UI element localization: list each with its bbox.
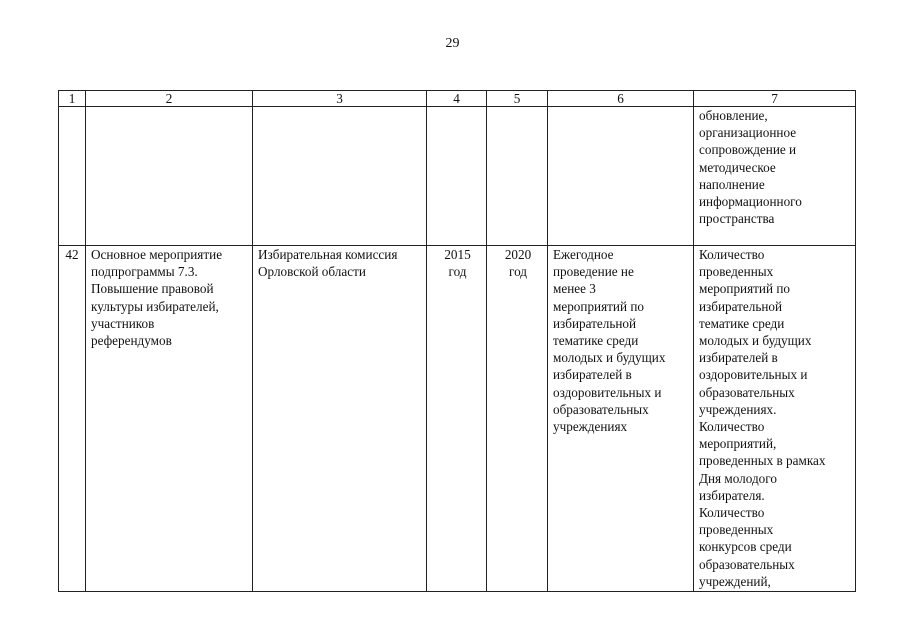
cell-start-year: [427, 246, 487, 592]
text-line: Избирательная комиссия: [258, 247, 398, 262]
cell-indicators: [694, 246, 856, 592]
text-line: Повышение правовой: [91, 281, 214, 297]
table-row-42: [59, 246, 856, 592]
text-line: оздоровительных и: [699, 367, 808, 383]
text-line: референдумов: [91, 333, 172, 349]
text-line: менее 3: [553, 281, 596, 297]
cell-empty: [427, 107, 487, 246]
cell-measure-name: [86, 246, 253, 592]
text-line: сопровождение и: [699, 142, 797, 158]
text-line: Количество: [699, 419, 765, 435]
text-line: 2020: [504, 247, 532, 262]
text-line: молодых и будущих: [553, 350, 666, 366]
text-line: учреждений,: [699, 573, 771, 589]
header-col-4: 4: [427, 91, 487, 107]
text-line: тематике среди: [699, 315, 785, 331]
text-line: учреждениях: [553, 419, 628, 435]
header-col-3: 3: [253, 91, 427, 107]
table-header-row: [59, 91, 856, 107]
cell-empty: [253, 107, 427, 246]
text-line: Основное мероприятие: [91, 247, 223, 262]
cell-expected-result: [548, 246, 694, 592]
text-line: Количество: [699, 247, 765, 262]
header-col-1: 1: [59, 91, 86, 107]
text-line: культуры избирателей,: [91, 298, 219, 314]
text-line: проведенных: [699, 522, 774, 538]
text-line: избирателя.: [699, 487, 765, 503]
text-line: информационного: [699, 194, 802, 210]
row-number: 42: [59, 246, 86, 592]
measures-table: [58, 90, 856, 592]
text-line: избирательной: [699, 298, 783, 314]
header-col-2: 2: [86, 91, 253, 107]
cell-empty: [59, 107, 86, 246]
text-line: мероприятий по: [699, 281, 790, 297]
cell-empty: [548, 107, 694, 246]
text-line: избирателей в: [699, 350, 778, 366]
text-line: мероприятий по: [553, 298, 644, 314]
text-line: конкурсов среди: [699, 539, 792, 555]
text-line: Количество: [699, 505, 765, 521]
page-number: 29: [445, 36, 460, 51]
text-line: обновление,: [699, 108, 768, 123]
cell-continued-col7: [694, 107, 856, 246]
cell-executor: [253, 246, 427, 592]
text-line: проведенных: [699, 264, 774, 280]
cell-end-year: [487, 246, 548, 592]
text-line: Орловской области: [258, 264, 366, 280]
text-line: 2015: [444, 247, 471, 262]
cell-empty: [487, 107, 548, 246]
header-col-6: 6: [548, 91, 694, 107]
text-line: избирательной: [553, 315, 637, 331]
text-line: год: [508, 264, 527, 280]
text-line: методическое: [699, 159, 776, 175]
text-line: год: [448, 264, 467, 280]
text-line: образовательных: [699, 556, 795, 572]
text-line: образовательных: [699, 384, 795, 400]
header-col-7: 7: [694, 91, 856, 107]
text-line: организационное: [699, 125, 797, 141]
text-line: проведение не: [553, 264, 634, 280]
header-col-5: 5: [487, 91, 548, 107]
text-line: наполнение: [699, 176, 765, 192]
cell-empty: [86, 107, 253, 246]
text-line: мероприятий,: [699, 436, 777, 452]
text-line: пространства: [699, 211, 775, 227]
text-line: Ежегодное: [553, 247, 614, 262]
text-line: участников: [91, 315, 155, 331]
text-line: Дня молодого: [699, 470, 777, 486]
text-line: образовательных: [553, 401, 649, 417]
text-line: тематике среди: [553, 333, 639, 349]
text-line: избирателей в: [553, 367, 632, 383]
text-line: проведенных в рамках: [699, 453, 826, 469]
text-line: подпрограммы 7.3.: [91, 264, 198, 280]
text-line: оздоровительных и: [553, 384, 662, 400]
text-line: молодых и будущих: [699, 333, 812, 349]
table-row-continued: [59, 107, 856, 246]
text-line: учреждениях.: [699, 401, 777, 417]
